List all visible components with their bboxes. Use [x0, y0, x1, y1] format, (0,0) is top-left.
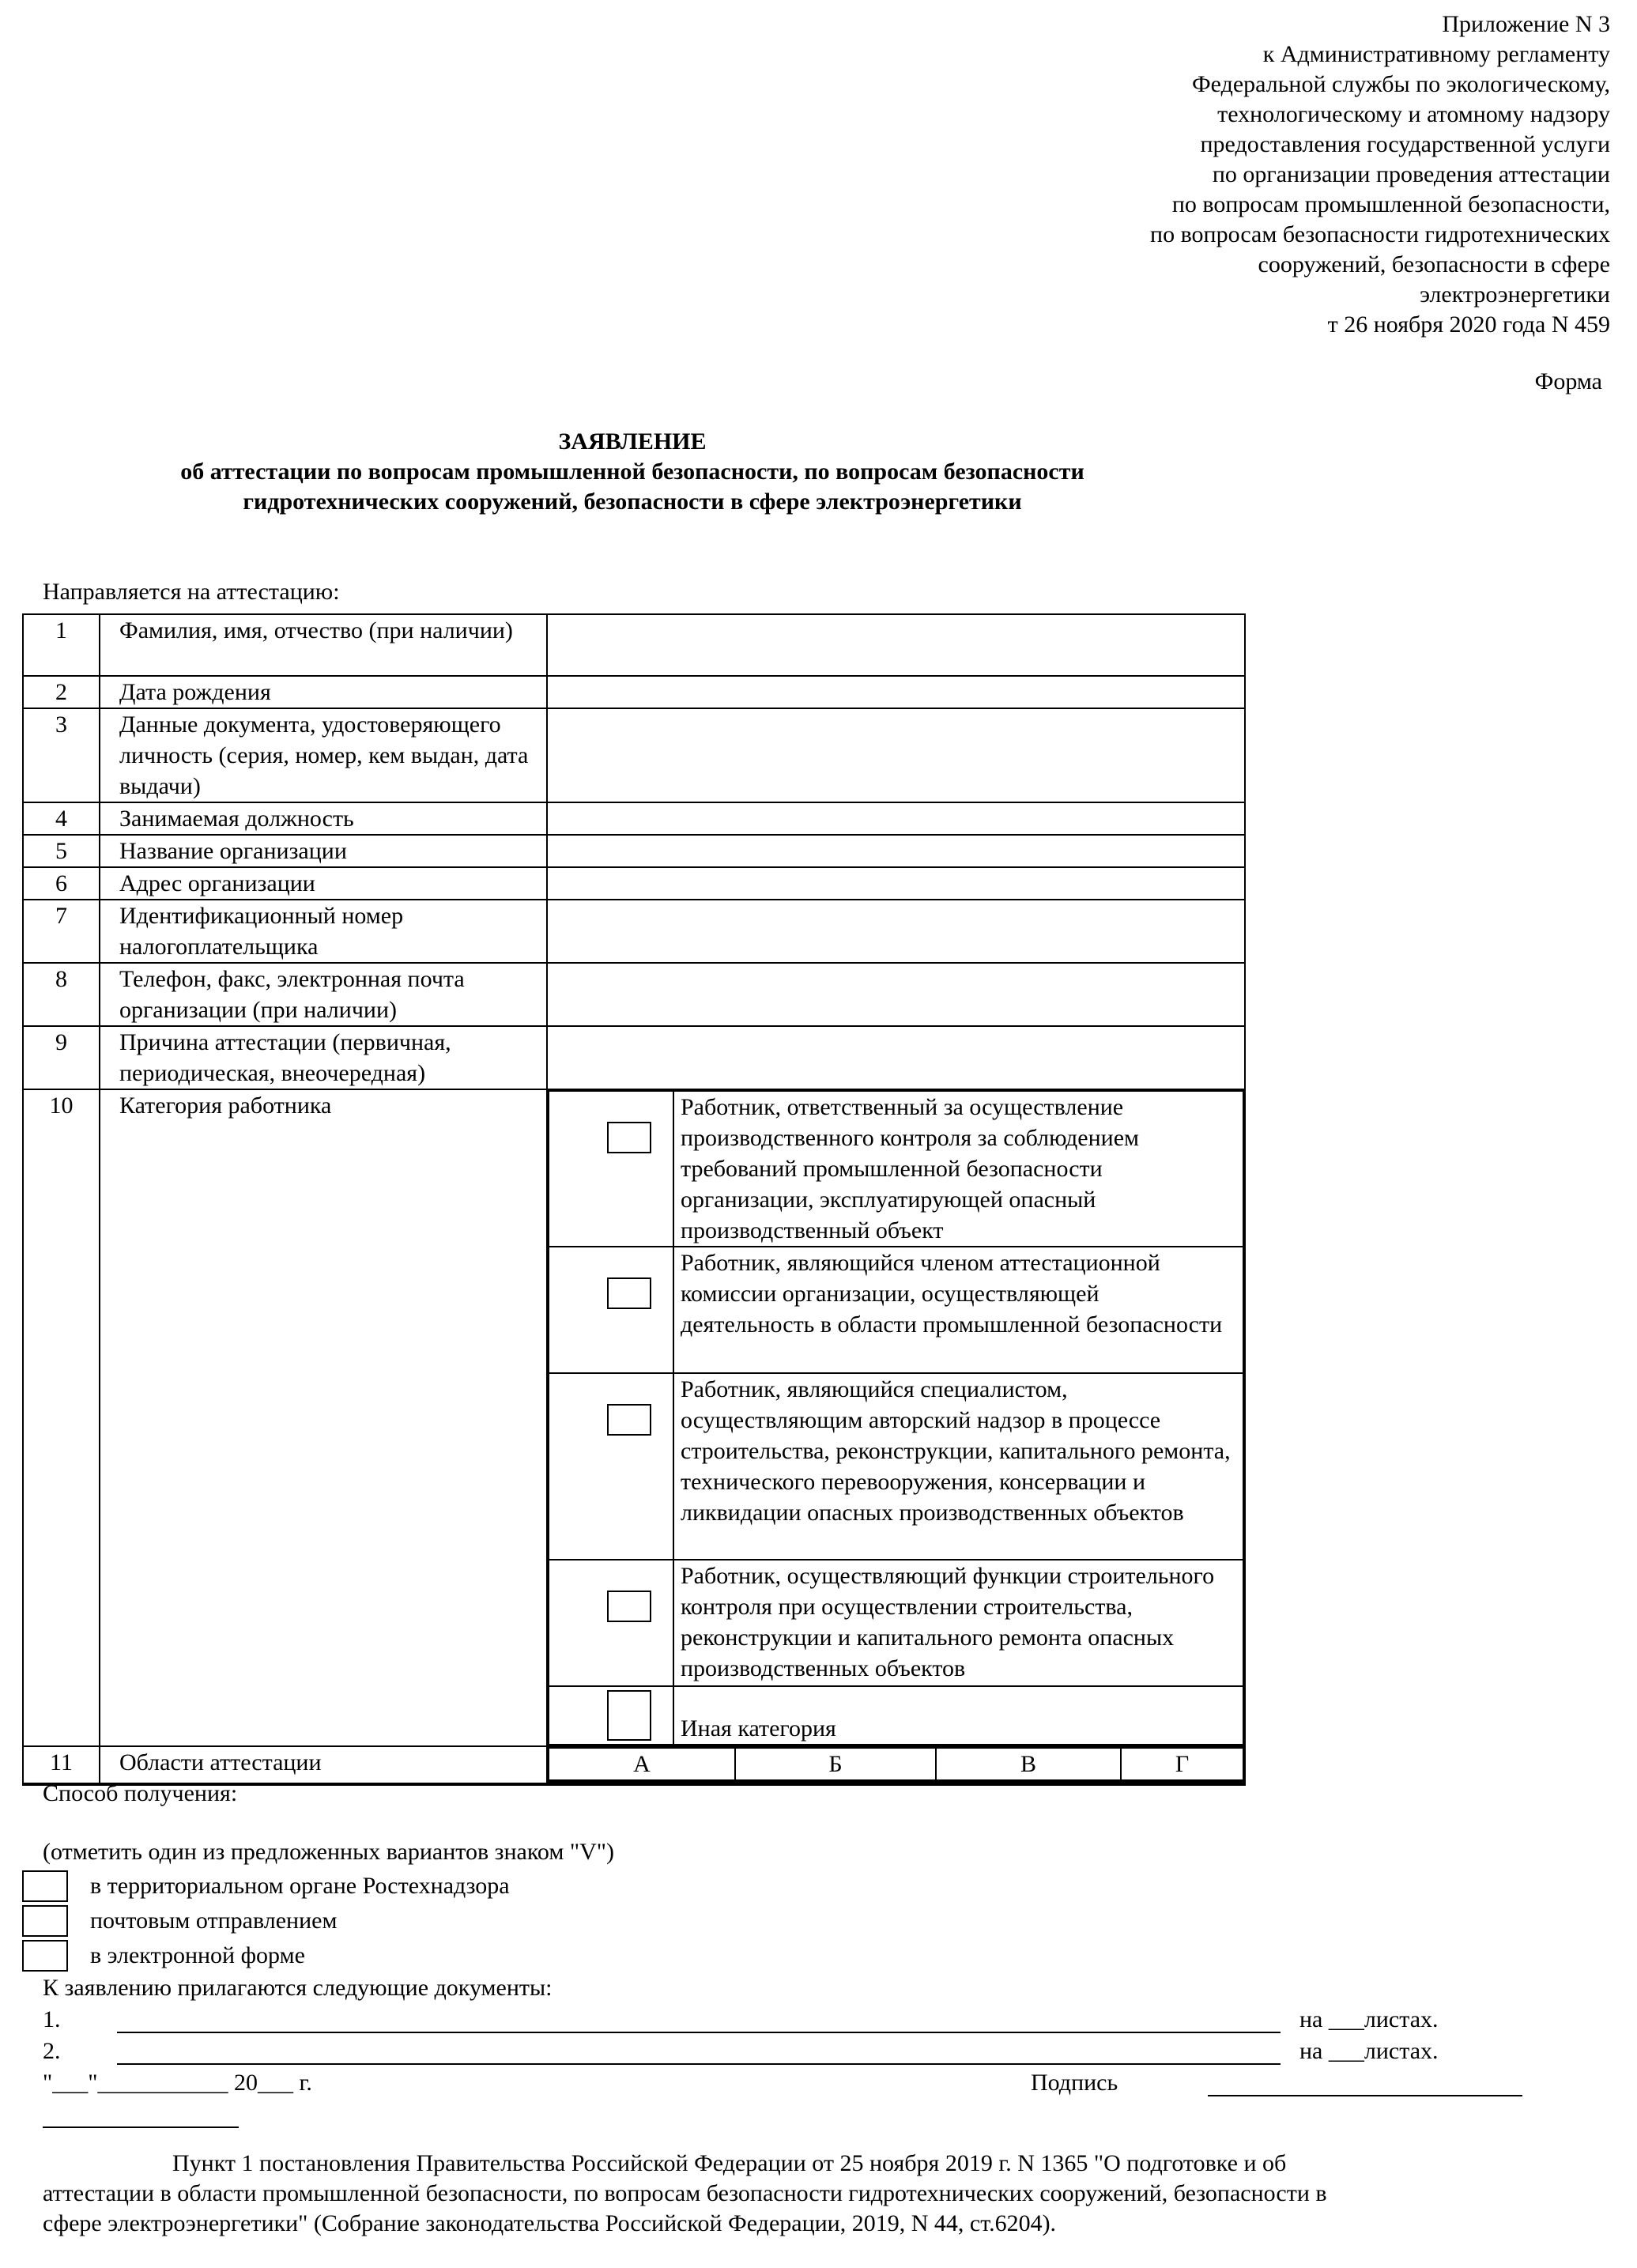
row-label: Области аттестации — [100, 1746, 547, 1784]
row-number: 11 — [23, 1746, 100, 1784]
category-checkbox[interactable] — [607, 1122, 651, 1153]
row-label: Категория работника — [100, 1089, 547, 1746]
header-line: по вопросам безопасности гидротехнических — [1150, 221, 1610, 247]
header-line: технологическому и атомному надзору — [1217, 101, 1610, 127]
receipt-label: Способ получения: — [43, 1780, 238, 1806]
category-checkbox[interactable] — [607, 1277, 651, 1309]
category-options — [547, 1089, 1245, 1746]
footnote-line-1: Пункт 1 постановления Правительства Российской Федерации от 25 ноября 2019 г. N 1365 "О подготовке и об — [172, 2150, 1287, 2176]
contacts-field[interactable] — [547, 963, 1245, 1026]
table-row — [23, 614, 1245, 676]
header-line: Федеральной службы по экологическому, — [1191, 71, 1610, 97]
attestation-areas — [547, 1746, 1245, 1784]
category-checkbox[interactable] — [607, 1591, 651, 1622]
category-option — [549, 1247, 1243, 1373]
identity-document-field[interactable] — [547, 708, 1245, 802]
signature-line[interactable] — [1208, 2095, 1522, 2096]
row-label: Телефон, факс, электронная почта организации (при наличии) — [100, 963, 547, 1026]
row-label: Название организации — [100, 835, 547, 867]
row-number: 7 — [23, 900, 100, 963]
category-option-label: Работник, являющийся членом аттестационной комиссии организации, осуществляющей деятельность в области промышленной безопасности — [673, 1247, 1243, 1373]
birth-date-field[interactable] — [547, 676, 1245, 708]
header-line: по организации проведения аттестации — [1212, 161, 1610, 187]
table-row — [23, 676, 1245, 708]
row-number: 6 — [23, 867, 100, 900]
area-column-a[interactable]: А — [549, 1748, 735, 1781]
category-option-label: Работник, осуществляющий функции строительного контроля при осуществлении строительства, реконструкции и капитального ремонта опасных производственных объектов — [673, 1560, 1243, 1686]
sent-label: Направляется на аттестацию: — [43, 579, 340, 605]
category-checkbox[interactable] — [607, 1690, 651, 1741]
row-number: 4 — [23, 802, 100, 835]
row-label: Занимаемая должность — [100, 802, 547, 835]
attachment-pages: на ___листах. — [1299, 2006, 1439, 2032]
attachment-number: 2. — [43, 2038, 61, 2064]
application-table — [22, 613, 1246, 1786]
category-table — [548, 1090, 1244, 1745]
attestation-reason-field[interactable] — [547, 1026, 1245, 1089]
form-label: Форма — [1534, 368, 1602, 394]
receipt-note: (отметить один из предложенных вариантов знаком "V") — [43, 1839, 614, 1865]
row-number: 5 — [23, 835, 100, 867]
table-row — [23, 835, 1245, 867]
signature-label: Подпись — [1031, 2070, 1118, 2096]
table-row — [23, 1026, 1245, 1089]
title-line-1: об аттестации по вопросам промышленной безопасности, по вопросам безопасности — [180, 459, 1084, 485]
receipt-option-checkbox[interactable] — [22, 1940, 68, 1972]
row-number: 9 — [23, 1026, 100, 1089]
row-label: Дата рождения — [100, 676, 547, 708]
area-column-d[interactable]: Г — [1121, 1748, 1243, 1781]
row-label: Идентификационный номер налогоплательщика — [100, 900, 547, 963]
row-number: 10 — [23, 1089, 100, 1746]
areas-table — [548, 1747, 1244, 1783]
category-option-label: Работник, являющийся специалистом, осуществляющим авторский надзор в процессе строительства, реконструкции, капитального ремонта, технического перевооружения, консервации и ликвидации опасных производственных объектов — [673, 1373, 1243, 1560]
attachment-line[interactable] — [117, 2063, 1281, 2065]
area-column-b[interactable]: Б — [735, 1748, 936, 1781]
category-option-label: Работник, ответственный за осуществление производственного контроля за соблюдением требований промышленной безопасности организации, эксплуатирующей опасный производственный объект — [673, 1091, 1243, 1247]
table-row — [23, 867, 1245, 900]
row-number: 2 — [23, 676, 100, 708]
header-line: Приложение N 3 — [1442, 11, 1610, 37]
category-option-label: Иная категория — [673, 1686, 1243, 1745]
category-option — [549, 1560, 1243, 1686]
attachment-pages: на ___листах. — [1299, 2038, 1439, 2064]
row-label: Причина аттестации (первичная, периодическая, внеочередная) — [100, 1026, 547, 1089]
header-line: сооружений, безопасности в сфере — [1258, 251, 1610, 277]
row-number: 1 — [23, 614, 100, 676]
date-line[interactable]: "___"___________ 20___ г. — [43, 2070, 312, 2096]
row-label: Данные документа, удостоверяющего личность (серия, номер, кем выдан, дата выдачи) — [100, 708, 547, 802]
title-line-2: гидротехнических сооружений, безопасности в сфере электроэнергетики — [243, 489, 1022, 515]
category-option — [549, 1091, 1243, 1247]
receipt-option-label: в территориальном органе Ростехнадзора — [90, 1873, 510, 1899]
receipt-option-checkbox[interactable] — [22, 1905, 68, 1937]
receipt-option-label: в электронной форме — [90, 1942, 305, 1968]
footnote-line-3: сфере электроэнергетики" (Собрание законодательства Российской Федерации, 2019, N 44, ст.6204). — [43, 2210, 1057, 2236]
document-title — [0, 427, 1265, 517]
attachments-label: К заявлению прилагаются следующие документы: — [43, 1975, 553, 2001]
appendix-header — [1150, 9, 1610, 340]
category-checkbox[interactable] — [607, 1404, 651, 1436]
header-line: т 26 ноября 2020 года N 459 — [1327, 311, 1610, 338]
category-option — [549, 1373, 1243, 1560]
tax-id-field[interactable] — [547, 900, 1245, 963]
organization-name-field[interactable] — [547, 835, 1245, 867]
table-row — [23, 900, 1245, 963]
full-name-field[interactable] — [547, 614, 1245, 676]
row-label: Фамилия, имя, отчество (при наличии) — [100, 614, 547, 676]
receipt-option-label: почтовым отправлением — [90, 1908, 338, 1934]
row-number: 8 — [23, 963, 100, 1026]
footnote-separator — [43, 2126, 239, 2128]
position-field[interactable] — [547, 802, 1245, 835]
header-line: к Административному регламенту — [1262, 41, 1610, 67]
category-option — [549, 1686, 1243, 1745]
header-line: электроэнергетики — [1420, 281, 1610, 308]
row-label: Адрес организации — [100, 867, 547, 900]
organization-address-field[interactable] — [547, 867, 1245, 900]
header-line: по вопросам промышленной безопасности, — [1171, 191, 1610, 217]
table-row — [23, 802, 1245, 835]
row-number: 3 — [23, 708, 100, 802]
table-row — [23, 1089, 1245, 1746]
header-line: предоставления государственной услуги — [1200, 131, 1610, 157]
footnote-line-2: аттестации в области промышленной безопасности, по вопросам безопасности гидротехнических сооружений, безопасности в — [43, 2180, 1327, 2206]
table-row — [23, 963, 1245, 1026]
attachment-line[interactable] — [117, 2032, 1281, 2033]
receipt-option-checkbox[interactable] — [22, 1870, 68, 1902]
area-column-c[interactable]: В — [936, 1748, 1121, 1781]
table-row — [23, 708, 1245, 802]
title-heading: ЗАЯВЛЕНИЕ — [558, 428, 707, 455]
attachment-number: 1. — [43, 2006, 61, 2032]
